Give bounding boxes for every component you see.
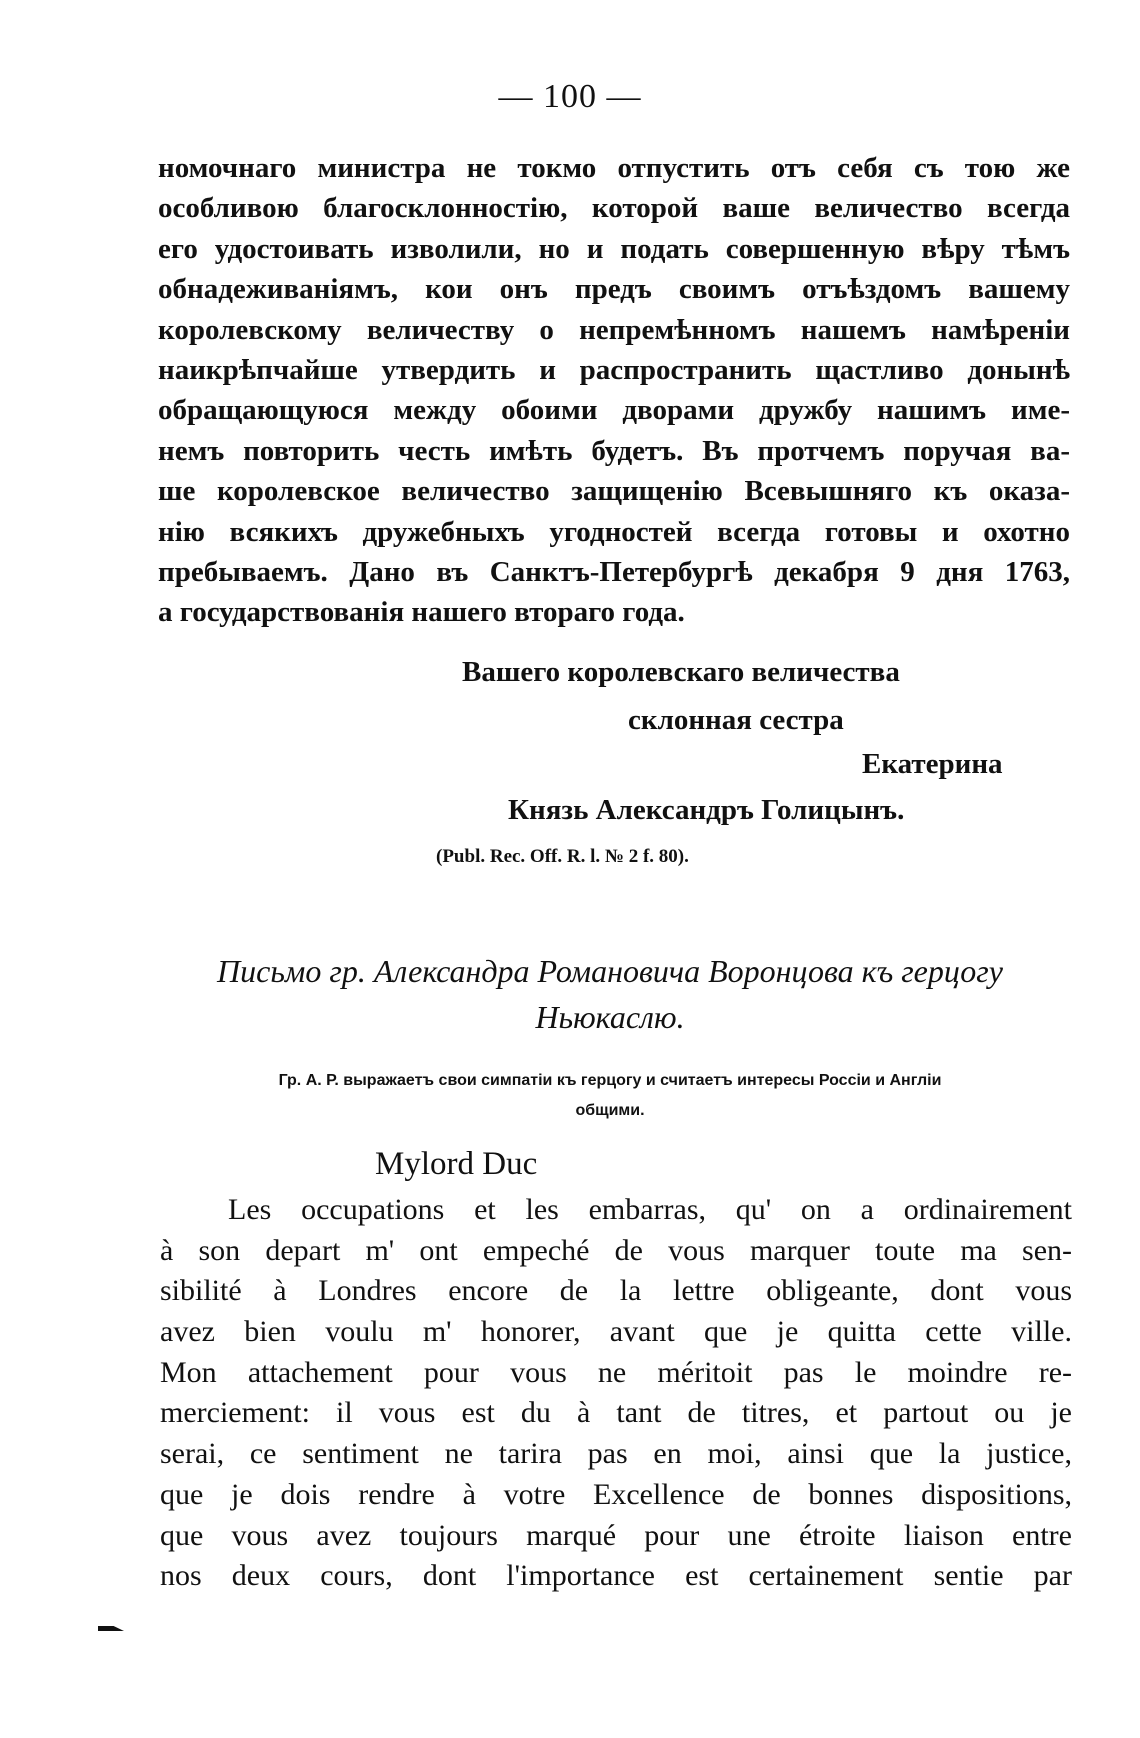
source-reference: (Publ. Rec. Off. R. l. № 2 f. 80). [436, 846, 689, 867]
section-heading [150, 948, 1070, 1040]
text-line: наикрѣпчайше утвердить и распространить щастливо донынѣ [158, 353, 1070, 386]
text-line: нію всякихъ дружебныхъ угодностей всегда готовы и охотно [158, 515, 1070, 548]
text-line: nos deux cours, dont l'importance est certainement sentie par [160, 1559, 1072, 1593]
text-line: merciement: il vous est du à tant de titres, et partout ou je [160, 1396, 1072, 1430]
salutation: Mylord Duc [375, 1146, 538, 1182]
text-line: Les occupations et les embarras, qu' on a ordinairement [228, 1193, 1072, 1226]
text-line: avez bien voulu m' honorer, avant que je quitta cette ville. [160, 1315, 1072, 1349]
russian-letter-ending [158, 148, 1070, 633]
text-line: à son depart m' ont empeché de vous marquer toute ma sen- [160, 1233, 1072, 1267]
margin-mark-icon [98, 1626, 124, 1631]
text-line: особливою благосклонностію, которой ваше величество всегда [158, 192, 1070, 225]
text-line: пребываемъ. Дано въ Санктъ-Петербургѣ декабря 9 дня 1763, [158, 555, 1070, 588]
text-line: обнадеживаніямъ, кои онъ предъ своимъ отъѣздомъ вашему [158, 273, 1070, 306]
text-line: que je dois rendre à votre Excellence de bonnes dispositions, [160, 1477, 1072, 1511]
heading-line: Ньюкаслю. [535, 999, 685, 1035]
heading-line: Письмо гр. Александра Романовича Воронцова къ герцогу [217, 953, 1003, 989]
french-letter-body [160, 1190, 1072, 1597]
text-line: обращающуюся между обоими дворами дружбу нашимъ име- [158, 394, 1070, 427]
text-line: его удостоивать изволили, но и подать совершенную вѣру тѣмъ [158, 232, 1070, 265]
text-line: que vous avez toujours marqué pour une étroite liaison entre [160, 1518, 1072, 1552]
letter-summary [150, 1066, 1070, 1126]
text-line: ше королевское величество защищенію Всевышняго къ оказа- [158, 475, 1070, 508]
signature-closing-line: Вашего королевскаго величества [462, 656, 900, 688]
page-number: — 100 — [498, 78, 642, 115]
text-line: немъ повторить честь имѣть будетъ. Въ протчемъ поручая ва- [158, 434, 1070, 467]
summary-line: общими. [575, 1102, 645, 1119]
signature-name: Екатерина [862, 748, 1003, 780]
text-line: номочнаго министра не токмо отпустить отъ себя съ тою же [158, 152, 1070, 184]
text-line: королевскому величеству о непремѣнномъ нашемъ намѣреніи [158, 313, 1070, 346]
text-line: а государствованія нашего втораго года. [158, 596, 685, 629]
summary-line: Гр. А. Р. выражаетъ свои симпатіи къ герцогу и считаетъ интересы Россіи и Англіи [278, 1072, 942, 1089]
text-line: serai, ce sentiment ne tarira pas en moi, ainsi que la justice, [160, 1437, 1072, 1471]
text-line: Mon attachement pour vous ne méritoit pas le moindre re- [160, 1355, 1072, 1389]
signature-closing-line: склонная сестра [628, 704, 844, 736]
text-line: sibilité à Londres encore de la lettre obligeante, dont vous [160, 1274, 1072, 1308]
countersignature: Князь Александръ Голицынъ. [508, 794, 905, 826]
